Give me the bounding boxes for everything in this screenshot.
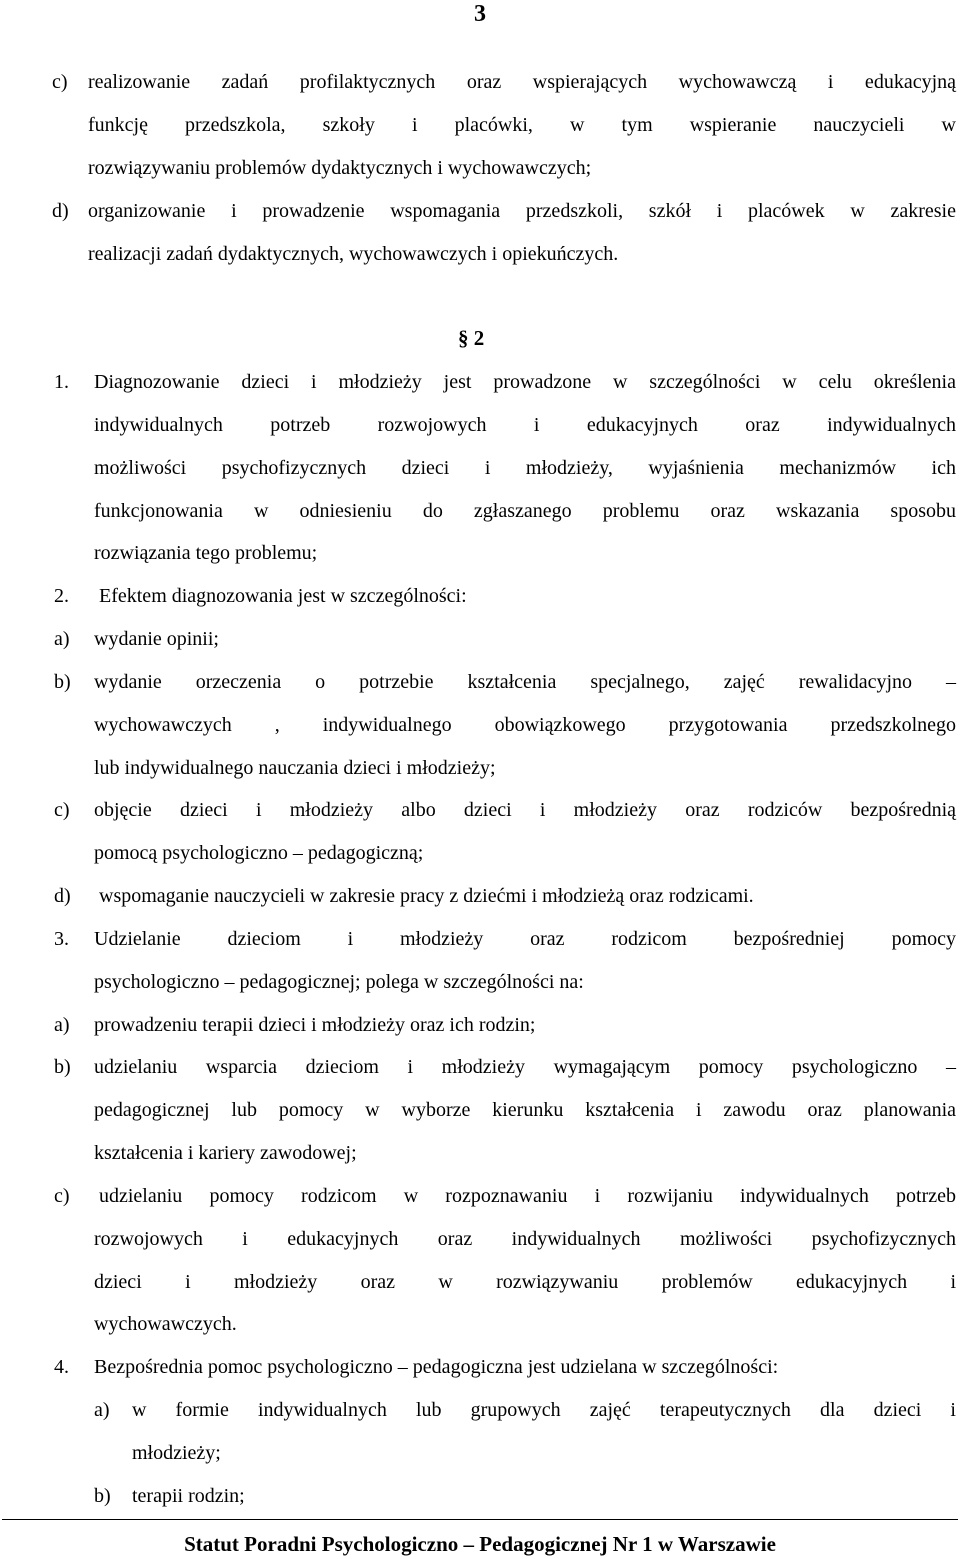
footer-title: Statut Poradni Psychologiczno – Pedagogicznej Nr 1 w Warszawie — [184, 1532, 776, 1556]
p3-c-label: c) — [54, 1185, 70, 1207]
p2-d-label: d) — [54, 885, 71, 907]
intro-d-label: d) — [52, 200, 69, 222]
p4-a-line-2: młodzieży; — [132, 1442, 221, 1464]
p3-b-line-1: udzielaniu wsparcia dzieciom i młodzieży wymagającym pomocy psychologiczno – — [94, 1056, 956, 1078]
p2-c-line-1: objęcie dzieci i młodzieży albo dzieci i młodzieży oraz rodziców bezpośrednią — [94, 799, 956, 821]
page-number: 3 — [474, 1, 486, 27]
p1-line-1: Diagnozowanie dzieci i młodzieży jest prowadzone w szczególności w celu określenia — [94, 371, 956, 393]
p1-line-4: funkcjonowania w odniesieniu do zgłaszanego problemu oraz wskazania sposobu — [94, 500, 956, 522]
p3-line-2: psychologiczno – pedagogicznej; polega w szczególności na: — [94, 971, 584, 993]
p2-text: Efektem diagnozowania jest w szczególności: — [99, 585, 467, 607]
p3-a-label: a) — [54, 1014, 70, 1036]
section-number: 2 — [473, 326, 485, 350]
p2-a-line-1: wydanie opinii; — [94, 628, 219, 650]
p3-line-1: Udzielanie dzieciom i młodzieży oraz rodzicom bezpośredniej pomocy — [94, 928, 956, 950]
intro-c-line-2: funkcję przedszkola, szkoły i placówki, w tym wspieranie nauczycieli w — [88, 114, 956, 136]
p2-c-line-2: pomocą psychologiczno – pedagogiczną; — [94, 842, 424, 864]
p3-a-line-1: prowadzeniu terapii dzieci i młodzieży oraz ich rodzin; — [94, 1014, 536, 1036]
p3-label: 3. — [54, 928, 69, 950]
p4-label: 4. — [54, 1356, 69, 1378]
intro-c-line-3: rozwiązywaniu problemów dydaktycznych i wychowawczych; — [88, 157, 592, 179]
p3-c-line-1: udzielaniu pomocy rodzicom w rozpoznawaniu i rozwijaniu indywidualnych potrzeb — [99, 1185, 956, 1207]
p1-line-2: indywidualnych potrzeb rozwojowych i edukacyjnych oraz indywidualnych — [94, 414, 956, 436]
p1-label: 1. — [54, 371, 69, 393]
p2-b-label: b) — [54, 671, 71, 693]
p4-a-line-1: w formie indywidualnych lub grupowych zajęć terapeutycznych dla dzieci i — [132, 1399, 956, 1421]
p3-c-line-3: dzieci i młodzieży oraz w rozwiązywaniu problemów edukacyjnych i — [94, 1271, 956, 1293]
p3-c-line-2: rozwojowych i edukacyjnych oraz indywidualnych możliwości psychofizycznych — [94, 1228, 956, 1250]
section-heading — [458, 326, 498, 350]
p2-label: 2. — [54, 585, 69, 607]
p2-b-line-3: lub indywidualnego nauczania dzieci i młodzieży; — [94, 757, 496, 779]
p3-b-line-3: kształcenia i kariery zawodowej; — [94, 1142, 357, 1164]
intro-d-line-1: organizowanie i prowadzenie wspomagania przedszkoli, szkół i placówek w zakresie — [88, 200, 956, 222]
p3-b-label: b) — [54, 1056, 71, 1078]
p4-a-label: a) — [94, 1399, 110, 1421]
p2-d-line-1: wspomaganie nauczycieli w zakresie pracy z dziećmi i młodzieżą oraz rodzicami. — [99, 885, 754, 907]
p2-c-label: c) — [54, 799, 70, 821]
section-symbol: § — [458, 326, 469, 350]
p4-b-line-1: terapii rodzin; — [132, 1485, 245, 1507]
intro-d-line-2: realizacji zadań dydaktycznych, wychowawczych i opiekuńczych. — [88, 243, 619, 265]
p1-line-3: możliwości psychofizycznych dzieci i młodzieży, wyjaśnienia mechanizmów ich — [94, 457, 956, 479]
p2-a-label: a) — [54, 628, 70, 650]
footer-rule — [2, 1519, 958, 1520]
p2-b-line-1: wydanie orzeczenia o potrzebie kształcenia specjalnego, zajęć rewalidacyjno – — [94, 671, 956, 693]
p3-c-line-4: wychowawczych. — [94, 1313, 237, 1335]
p4-b-label: b) — [94, 1485, 111, 1507]
intro-c-line-1: realizowanie zadań profilaktycznych oraz wspierających wychowawczą i edukacyjną — [88, 71, 956, 93]
p3-b-line-2: pedagogicznej lub pomocy w wyborze kierunku kształcenia i zawodu oraz planowania — [94, 1099, 956, 1121]
intro-c-label: c) — [52, 71, 68, 93]
p4-text: Bezpośrednia pomoc psychologiczno – pedagogiczna jest udzielana w szczególności: — [94, 1356, 779, 1378]
p2-b-line-2: wychowawczych , indywidualnego obowiązkowego przygotowania przedszkolnego — [94, 714, 956, 736]
p1-line-5: rozwiązania tego problemu; — [94, 542, 318, 564]
